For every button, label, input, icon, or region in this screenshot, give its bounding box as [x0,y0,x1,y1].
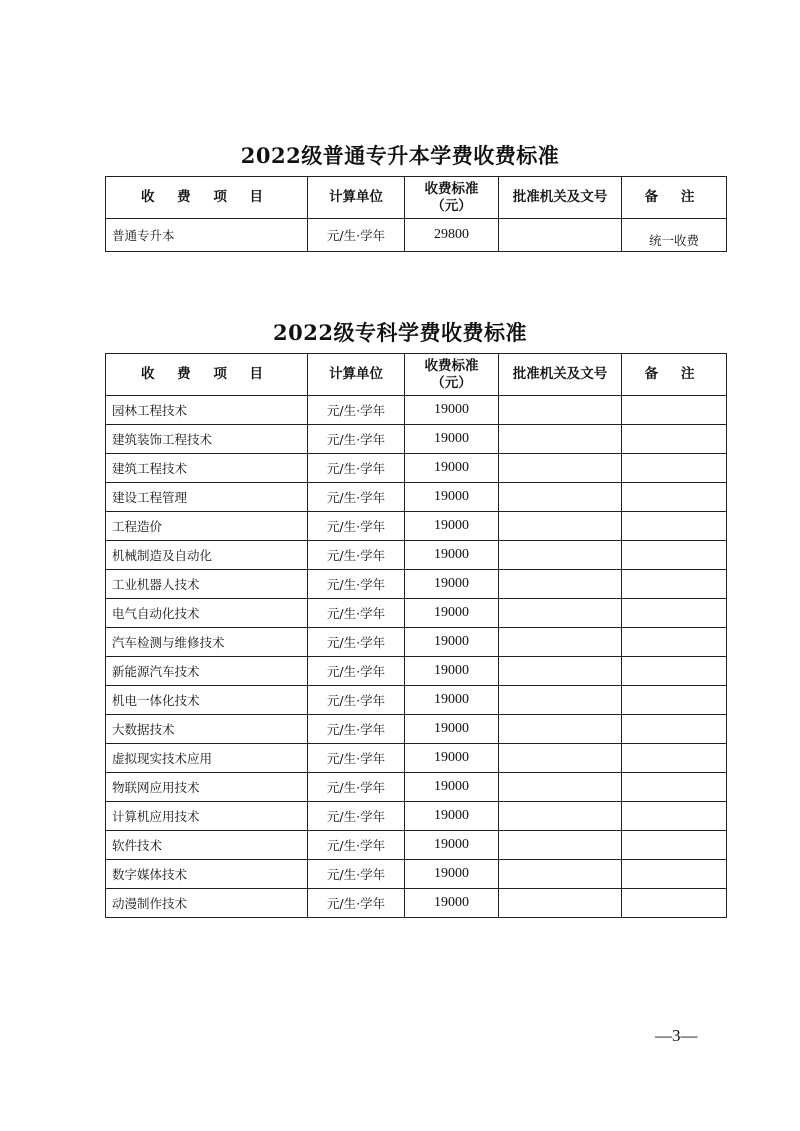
table-header-row [106,177,727,219]
row-fee: 19000 [405,686,499,715]
row-fee: 19000 [405,599,499,628]
row-approval [499,570,622,599]
row-approval [499,657,622,686]
row-approval [499,831,622,860]
table-row [106,483,727,512]
row-unit: 元/生·学年 [308,454,405,483]
row-approval [499,744,622,773]
table-row [106,802,727,831]
row-approval [499,628,622,657]
row-item: 工业机器人技术 [106,570,308,599]
row-item: 建设工程管理 [106,483,308,512]
row-unit: 元/生·学年 [308,773,405,802]
row-fee: 19000 [405,657,499,686]
row-unit: 元/生·学年 [308,860,405,889]
row-note: 统一收费 [622,219,727,252]
row-approval [499,512,622,541]
row-item: 建筑工程技术 [106,454,308,483]
row-note [622,396,727,425]
row-fee: 19000 [405,860,499,889]
row-approval [499,396,622,425]
row-unit: 元/生·学年 [308,744,405,773]
row-fee: 19000 [405,773,499,802]
row-item: 虚拟现实技术应用 [106,744,308,773]
header-approval: 批准机关及文号 [499,177,622,219]
header-fee-line2: （元） [431,374,472,391]
row-approval [499,454,622,483]
row-item: 物联网应用技术 [106,773,308,802]
row-note [622,889,727,918]
row-approval [499,860,622,889]
row-note [622,715,727,744]
table-row [106,396,727,425]
row-note [622,802,727,831]
table-row [106,744,727,773]
table-row [106,219,727,252]
table-row [106,715,727,744]
row-fee: 19000 [405,454,499,483]
header-unit: 计算单位 [308,354,405,396]
row-fee: 19000 [405,744,499,773]
row-fee: 19000 [405,483,499,512]
row-unit: 元/生·学年 [308,599,405,628]
page-number: —3— [655,1026,698,1045]
row-fee: 19000 [405,512,499,541]
row-note [622,657,727,686]
row-unit: 元/生·学年 [308,628,405,657]
table-row [106,889,727,918]
row-unit: 元/生·学年 [308,570,405,599]
header-fee-line1: 收费标准 [424,357,479,374]
row-unit: 元/生·学年 [308,831,405,860]
header-item: 收 费 项 目 [106,354,308,396]
row-unit: 元/生·学年 [308,512,405,541]
row-item: 建筑装饰工程技术 [106,425,308,454]
table-row [106,686,727,715]
row-fee: 19000 [405,570,499,599]
table-row [106,628,727,657]
row-fee: 19000 [405,715,499,744]
row-approval [499,686,622,715]
row-note [622,744,727,773]
row-item: 园林工程技术 [106,396,308,425]
header-item: 收 费 项 目 [106,177,308,219]
row-approval [499,541,622,570]
table-row [106,657,727,686]
table-row [106,512,727,541]
row-note [622,686,727,715]
row-item: 软件技术 [106,831,308,860]
row-fee: 19000 [405,628,499,657]
row-item: 计算机应用技术 [106,802,308,831]
row-note [622,454,727,483]
header-fee-line2: （元） [431,197,472,214]
row-item: 普通专升本 [106,219,308,252]
table-row [106,831,727,860]
row-unit: 元/生·学年 [308,686,405,715]
table-row [106,599,727,628]
header-note: 备 注 [622,177,727,219]
table-row [106,860,727,889]
row-note [622,570,727,599]
header-fee [405,177,499,219]
row-item: 电气自动化技术 [106,599,308,628]
row-note [622,628,727,657]
row-approval [499,889,622,918]
row-approval [499,802,622,831]
row-note [622,773,727,802]
row-unit: 元/生·学年 [308,483,405,512]
row-item: 机电一体化技术 [106,686,308,715]
row-unit: 元/生·学年 [308,802,405,831]
table-row [106,570,727,599]
row-unit: 元/生·学年 [308,715,405,744]
row-unit: 元/生·学年 [308,425,405,454]
table-row [106,541,727,570]
table-header-row [106,354,727,396]
row-item: 汽车检测与维修技术 [106,628,308,657]
upgrade-fee-table [105,176,727,252]
header-approval: 批准机关及文号 [499,354,622,396]
row-unit: 元/生·学年 [308,657,405,686]
header-note: 备 注 [622,354,727,396]
row-approval [499,483,622,512]
row-approval [499,599,622,628]
header-fee-line1: 收费标准 [424,180,479,197]
row-item: 机械制造及自动化 [106,541,308,570]
row-fee: 19000 [405,831,499,860]
row-fee: 29800 [405,219,499,252]
row-approval [499,425,622,454]
row-approval [499,715,622,744]
row-note [622,425,727,454]
table-row [106,425,727,454]
header-unit: 计算单位 [308,177,405,219]
row-unit: 元/生·学年 [308,889,405,918]
row-note [622,541,727,570]
row-note [622,483,727,512]
row-fee: 19000 [405,889,499,918]
row-item: 数字媒体技术 [106,860,308,889]
row-fee: 19000 [405,802,499,831]
section1-title: 2022级普通专升本学费收费标准 [240,143,560,168]
row-unit: 元/生·学年 [308,541,405,570]
table-row [106,454,727,483]
row-item: 大数据技术 [106,715,308,744]
table-row [106,773,727,802]
row-note [622,831,727,860]
row-item: 动漫制作技术 [106,889,308,918]
row-fee: 19000 [405,425,499,454]
row-item: 新能源汽车技术 [106,657,308,686]
row-fee: 19000 [405,396,499,425]
row-note [622,512,727,541]
college-fee-table [105,353,727,918]
row-item: 工程造价 [106,512,308,541]
section2-title: 2022级专科学费收费标准 [273,320,527,345]
row-unit: 元/生·学年 [308,219,405,252]
row-approval [499,773,622,802]
row-unit: 元/生·学年 [308,396,405,425]
row-note [622,599,727,628]
header-fee [405,354,499,396]
row-note [622,860,727,889]
row-approval [499,219,622,252]
row-fee: 19000 [405,541,499,570]
